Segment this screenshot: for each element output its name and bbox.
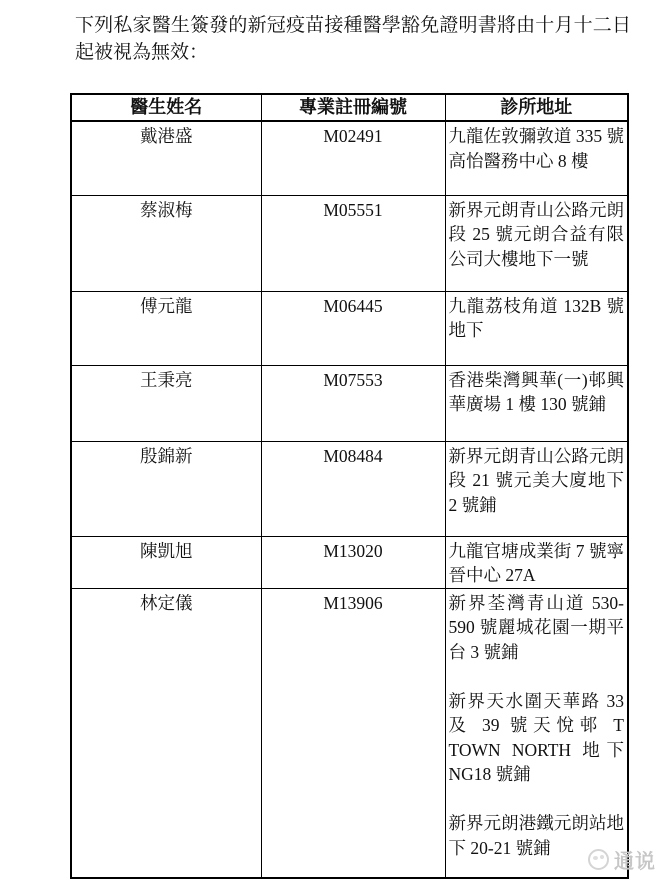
- table-row: [71, 195, 628, 291]
- clinic-address: [445, 365, 628, 441]
- doctor-name: 傅元龍: [71, 291, 261, 365]
- address-line: 九龍官塘成業街 7 號寧晉中心 27A: [448, 540, 624, 585]
- clinic-address: [445, 291, 628, 365]
- table-row: [71, 291, 628, 365]
- doctor-name: 王秉亮: [71, 365, 261, 441]
- registration-number: M08484: [261, 441, 445, 536]
- clinic-address: [445, 195, 628, 291]
- table-row: [71, 536, 628, 588]
- table-row: [71, 121, 628, 195]
- table-row: [71, 365, 628, 441]
- address-line: 新界元朗港鐵元朗站地下 20-21 號鋪: [448, 813, 624, 858]
- intro-text: 下列私家醫生簽發的新冠疫苗接種醫學豁免證明書將由十月十二日起被視為無效：: [75, 15, 631, 63]
- clinic-address: [445, 536, 628, 588]
- clinic-address: [445, 121, 628, 195]
- col-header-registration-number: 專業註冊編號: [261, 94, 445, 121]
- table-header-row: [71, 94, 628, 121]
- doctor-name: 殷錦新: [71, 441, 261, 536]
- doctor-name: 戴港盛: [71, 121, 261, 195]
- address-line: 香港柴灣興華(一)邨興華廣場 1 樓 130 號鋪: [448, 369, 624, 414]
- address-line: 九龍佐敦彌敦道 335 號高怡醫務中心 8 樓: [448, 126, 624, 171]
- registration-number: M07553: [261, 365, 445, 441]
- registration-number: M06445: [261, 291, 445, 365]
- registration-number: M02491: [261, 121, 445, 195]
- doctor-name: 蔡淑梅: [71, 195, 261, 291]
- address-line: 新界元朗青山公路元朗段 25 號元朗合益有限公司大樓地下一號: [448, 199, 624, 269]
- address-line: 新界天水圍天華路 33 及 39 號天悅邨 T TOWN NORTH 地下 NG18 號鋪: [448, 690, 624, 784]
- clinic-address: [445, 441, 628, 536]
- registration-number: M13020: [261, 536, 445, 588]
- doctors-table: [70, 93, 629, 879]
- address-line: 新界荃灣青山道 530-590 號麗城花園一期平台 3 號鋪: [448, 592, 624, 662]
- table-row: [71, 588, 628, 878]
- address-line: 新界元朗青山公路元朗段 21 號元美大廈地下 2 號鋪: [448, 445, 624, 515]
- col-header-doctor-name: 醫生姓名: [71, 94, 261, 121]
- col-header-clinic-address: 診所地址: [445, 94, 628, 121]
- table-row: [71, 441, 628, 536]
- registration-number: M05551: [261, 195, 445, 291]
- address-line: 九龍荔枝角道 132B 號地下: [448, 295, 624, 340]
- registration-number: M13906: [261, 588, 445, 878]
- doctor-name: 陳凱旭: [71, 536, 261, 588]
- doctor-name: 林定儀: [71, 588, 261, 878]
- watermark-text: 通说: [614, 851, 656, 873]
- clinic-address: [445, 588, 628, 878]
